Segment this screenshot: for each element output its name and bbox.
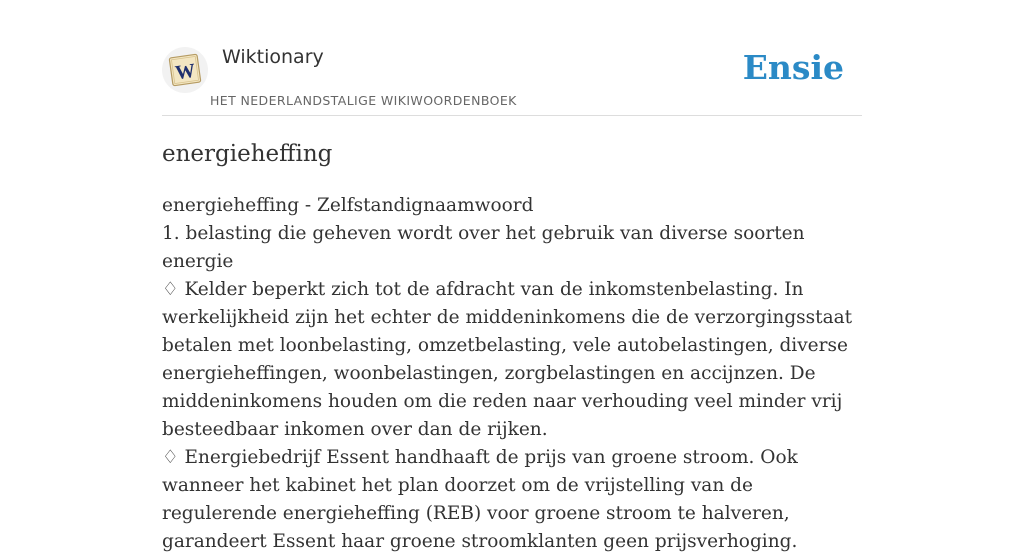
entry-heading: energieheffing - Zelfstandignaamwoord xyxy=(162,195,534,216)
site-name[interactable]: Wiktionary xyxy=(222,46,324,68)
entry-definition: 1. belasting die geheven wordt over het gebruik van diverse soorten energie xyxy=(162,223,805,272)
example-sentence: ♢ Energiebedrijf Essent handhaaft de prijs van groene stroom. Ook wanneer het kabinet het plan doorzet om de vrijstelling van de regulerende energieheffing (REB) voor groene stroom te halveren, garandeert Essent haar groene stroomklanten geen prijsverhoging. xyxy=(162,447,798,552)
ensie-brand-logo[interactable]: Ensie xyxy=(742,48,844,87)
svg-text:W: W xyxy=(173,59,197,85)
site-header xyxy=(162,40,862,116)
site-tagline: HET NEDERLANDSTALIGE WIKIWOORDENBOEK xyxy=(210,93,517,108)
dictionary-entry xyxy=(162,192,862,556)
page-title: energieheffing xyxy=(162,141,333,167)
example-sentence: ♢ Kelder beperkt zich tot de afdracht van de inkomstenbelasting. In werkelijkheid zijn het echter de middeninkomens die de verzorgingsstaat betalen met loonbelasting, omzetbelasting, vele autobelastingen, diverse energieheffingen, woonbelastingen, zorgbelastingen en accijnzen. De middeninkomens houden om die reden naar verhouding veel minder vrij besteedbaar inkomen over dan de rijken. xyxy=(162,279,853,440)
wiktionary-logo-icon[interactable] xyxy=(162,47,208,93)
